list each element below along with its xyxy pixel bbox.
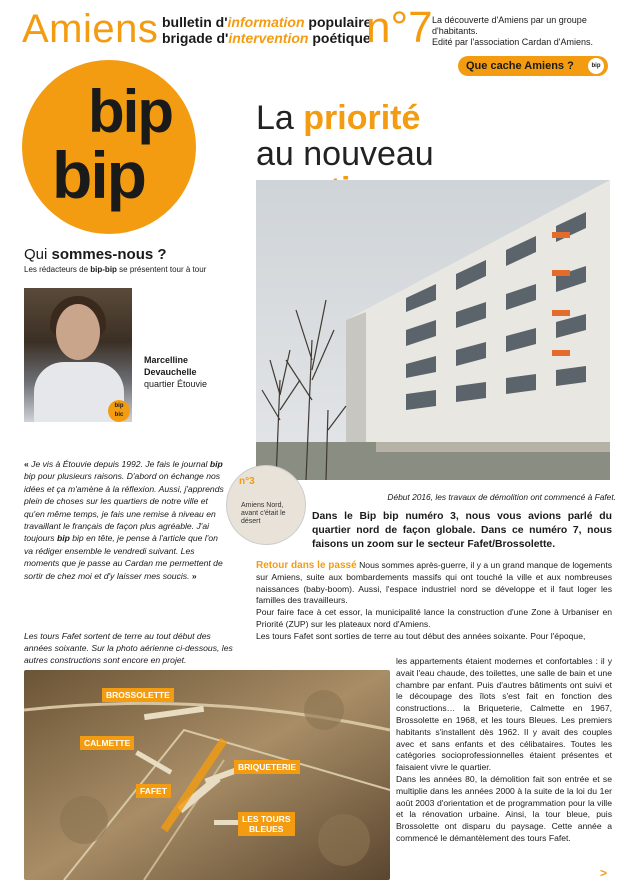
author-quote: « Je vis à Étouvie depuis 1992. Je fais le journal bip bip pour plusieurs raisons. D'abord on échange nos idées et ça m'amène à la réflexion. Aussi, j'apprends plein de choses sur les quartiers de notre ville et qu'en même temps, je fais une remise à niveau en travaillant le français de façon plus agréable. J'ai toujours bip bip en tête, je pense à l'article que l'on va rédiger ensemble le vendredi suivant. Les moments que je passe au Cardan me permettent de sortir de chez moi et d'y laisser mes soucis. » (24, 459, 224, 581)
aerial-caption: Les tours Fafet sortent de terre au tout début des années soixante. Sur la photo aérienne ci-dessous, les autres constructions sont encore en projet. (24, 631, 233, 665)
aerial-photo (24, 670, 390, 880)
bip-mini-logo: bip (588, 58, 604, 74)
bip-bip-logo: bip bip (22, 60, 196, 234)
tagline: bulletin d'information populaire brigade d'intervention poétique (162, 14, 372, 46)
article-body-column: les appartements étaient modernes et confortables : il y avait l'eau chaude, des toilettes, une salle de bain et une chambre par enfant. Puis d'autres bâtiments ont suivi et le découpage des îlots s'est fait en fonction des constructions… la Briqueterie, Calmette en 1967, Brossolette en 1968, et les tours Bleues. Les premiers habitants s'installent dès 1962. Il y avait des couples avec et sans enfants et des célibataires. Toutes les catégories socioprofessionnelles étaient présentes et faisaient vivre le quartier. Dans les années 80, la démolition fait son entrée et se multiplie dans les années 2000 à la suite de la loi du 1er août 2003 d'orientation et de programmation pour la ville et la rénovation urbaine. Ainsi, la tour bleue, puis Brossolette ont disparu du paysage. Cette année a commencé le démantèlement des tours Fafet. (396, 656, 612, 843)
city-name: Amiens (22, 7, 159, 51)
page-title: La priorité au nouveau (256, 99, 434, 173)
author-info: Marcelline Devauchelle quartier Étouvie (144, 355, 208, 389)
label-les-tours-bleues: LES TOURS BLEUES (238, 812, 295, 836)
label-calmette: CALMETTE (80, 736, 134, 750)
building-photo (256, 180, 610, 480)
label-brossolette: BROSSOLETTE (102, 688, 174, 702)
next-page-arrow[interactable]: > (600, 866, 608, 880)
label-briqueterie: BRIQUETERIE (234, 760, 300, 774)
article-body-intro: Retour dans le passé Nous sommes après-guerre, il y a un grand manque de logements sur Amiens, suite aux bombardements massifs qui ont touché la ville et aux nombreuses naissances (baby-boom). Aussi, l'espace industriel nord se développe et il faut loger les familles des travailleurs. Pour faire face à cet essor, la municipalité lance la construction d'une Zone à Urbaniser en Priorité (ZUP) sur les plateaux nord d'Amiens. Les tours Fafet sont sorties de terre au tout début des années soixante. Pour l'époque, (256, 560, 612, 641)
qui-sommes-nous-heading: Qui sommes-nous ? (24, 246, 167, 263)
lead-paragraph: Dans le Bip bip numéro 3, nous vous avions parlé du quartier nord de façon globale. Dans ce numéro 7, nous faisons un zoom sur le secteur Fafet/Brossolette. (312, 511, 612, 550)
issue-number: n°7 (366, 3, 433, 52)
label-fafet: FAFET (136, 784, 171, 798)
bip-bic-badge: bip bic (108, 400, 130, 422)
que-cache-amiens-banner: Que cache Amiens ? bip (458, 56, 608, 76)
previous-issue-thumbnail: n°3 Amiens Nord, avant c'était le désert (226, 465, 306, 545)
photo-caption: Début 2016, les travaux de démolition ont commencé à Fafet. (387, 492, 616, 502)
qui-sommes-nous-subtitle: Les rédacteurs de bip-bip se présentent tour à tour (24, 265, 207, 274)
publication-description: La découverte d'Amiens par un groupe d'habitants. Edité par l'association Cardan d'Amiens. (432, 15, 594, 47)
